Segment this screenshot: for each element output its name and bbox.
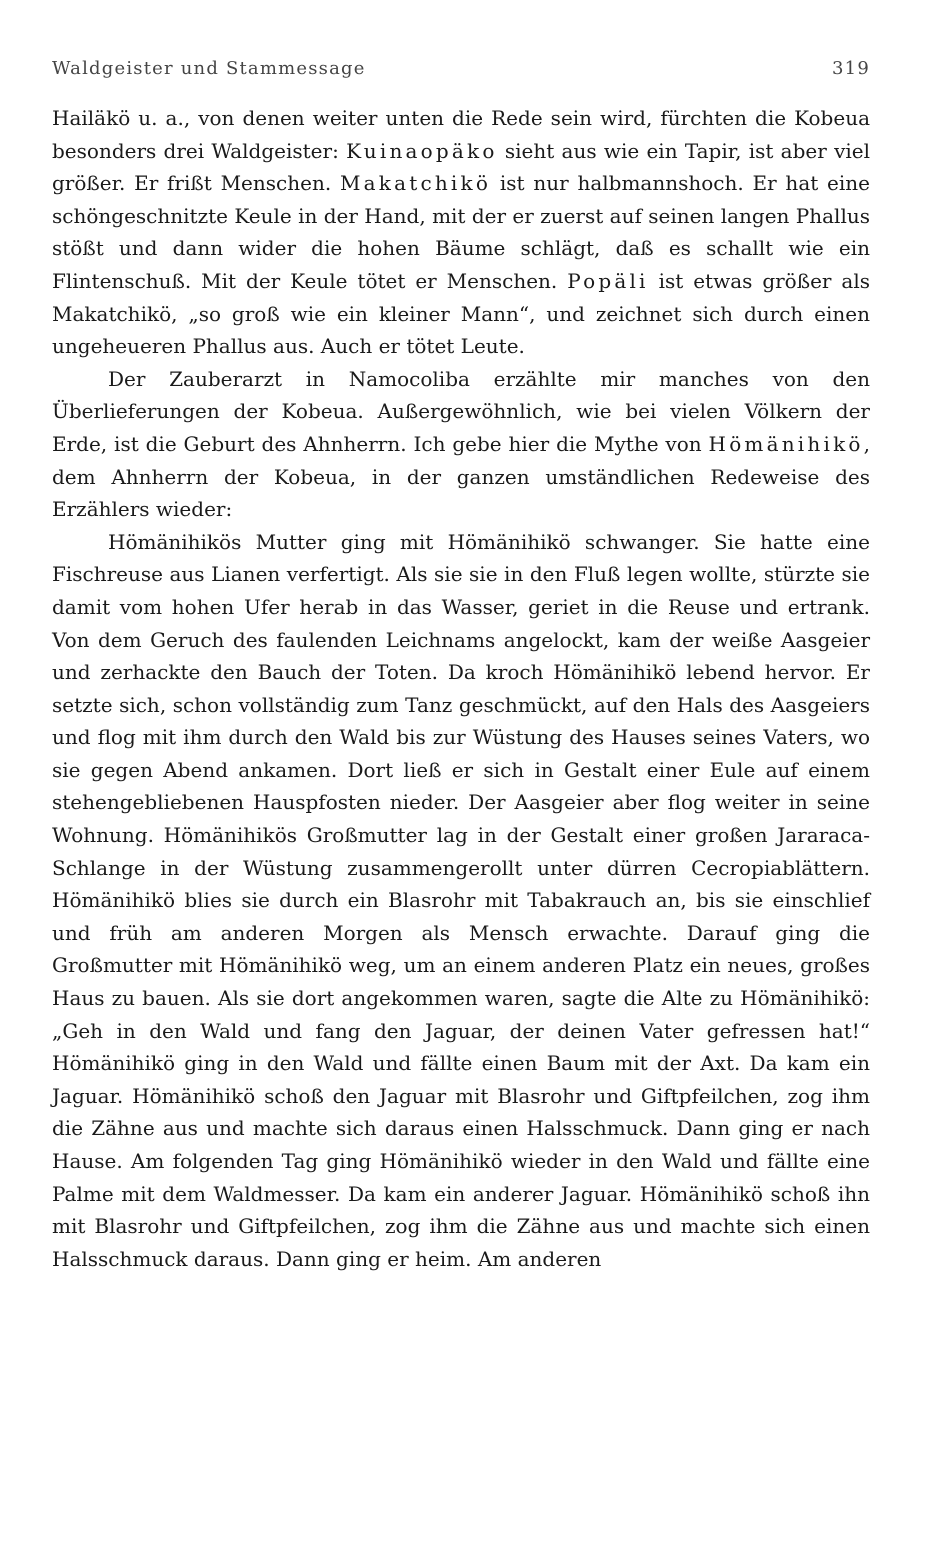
spaced-name-kuinaopako: Kuinaopäko: [346, 138, 498, 163]
spaced-name-makatchiko: Makatchikö: [339, 171, 492, 196]
body-text: [52, 102, 870, 1275]
text-run: , dem Ahnherrn der Kobeua, in der ganzen umständlichen Redeweise des Erzählers wieder:: [52, 431, 870, 522]
text-run: Hailäkö u. a., von denen weiter unten die Rede sein wird, fürchten die Kobeua besonders drei Waldgeister:: [52, 106, 870, 163]
running-title: Waldgeister und Stammessage: [52, 58, 366, 79]
paragraph-waldgeister: [52, 102, 870, 363]
text-run: Der Zauberarzt in Namocoliba erzählte mir manches von den Überlieferungen der Kobeua. Außergewöhnlich, wie bei vielen Völkern der Erde, ist die Geburt des Ahnherrn. Ich gebe hier die Mythe von: [52, 366, 870, 456]
spaced-name-homanihiko: Hömänihikö: [708, 431, 864, 456]
text-run: Hömänihikös Mutter ging mit Hömänihikö schwanger. Sie hatte eine Fischreuse aus Lianen verfertigt. Als sie sie in den Fluß legen wollte, stürzte sie damit vom hohen Ufer herab in das Wasser, geriet in die Reuse und ertrank. Von dem Geruch des faulenden Leichnams angelockt, kam der weiße Aasgeier und zerhackte den Bauch der Toten. Da kroch Hömänihikö lebend hervor. Er setzte sich, schon vollständig zum Tanz geschmückt, auf den Hals des Aasgeiers und flog mit ihm durch den Wald bis zur Wüstung des Hauses seines Vaters, wo sie gegen Abend ankamen. Dort ließ er sich in Gestalt einer Eule auf einem stehengebliebenen Hauspfosten nieder. Der Aasgeier aber flog weiter in seine Wohnung. Hömänihikös Großmutter lag in der Gestalt einer großen Jararaca-Schlange in der Wüstung zusammengerollt unter dürren Cecropiablättern. Hömänihikö blies sie durch ein Blasrohr mit Tabakrauch an, bis sie einschlief und früh am anderen Morgen als Mensch erwachte. Darauf ging die Großmutter mit Hömänihikö weg, um an einem anderen Platz ein neues, großes Haus zu bauen. Als sie dort angekommen waren, sagte die Alte zu Hömänihikö: „Geh in den Wald und fang den Jaguar, der deinen Vater gefressen hat!“ Hömänihikö ging in den Wald und fällte einen Baum mit der Axt. Da kam ein Jaguar. Hömänihikö schoß den Jaguar mit Blasrohr und Giftpfeilchen, zog ihm die Zähne aus und machte sich daraus einen Halsschmuck. Dann ging er nach Hause. Am folgenden Tag ging Hömänihikö wieder in den Wald und fällte eine Palme mit dem Waldmesser. Da kam ein anderer Jaguar. Hömänihikö schoß ihn mit Blasrohr und Giftpfeilchen, zog ihm die Zähne aus und machte sich einen Halsschmuck daraus. Dann ging er heim. Am anderen: [52, 529, 870, 1271]
text-run: sieht aus wie ein Tapir, ist aber viel größer. Er frißt Menschen.: [52, 138, 870, 196]
page-number: 319: [832, 58, 870, 79]
text-run: ist nur halbmannshoch. Er hat eine schöngeschnitzte Keule in der Hand, mit der er zuerst auf seinen langen Phallus stößt und dann wider die hohen Bäume schlägt, daß es schallt wie ein Flintenschuß. Mit der Keule tötet er Menschen.: [52, 171, 871, 293]
spaced-name-popali: Popäli: [567, 268, 649, 293]
text-run: ist etwas größer als Makatchikö, „so groß wie ein kleiner Mann“, und zeichnet sich durch einen ungeheueren Phallus aus. Auch er tötet Leute.: [52, 268, 870, 359]
paragraph-zauberarzt: [52, 363, 870, 526]
book-page: [52, 58, 870, 1275]
running-head: [52, 58, 870, 88]
paragraph-mythe: [52, 526, 870, 1276]
